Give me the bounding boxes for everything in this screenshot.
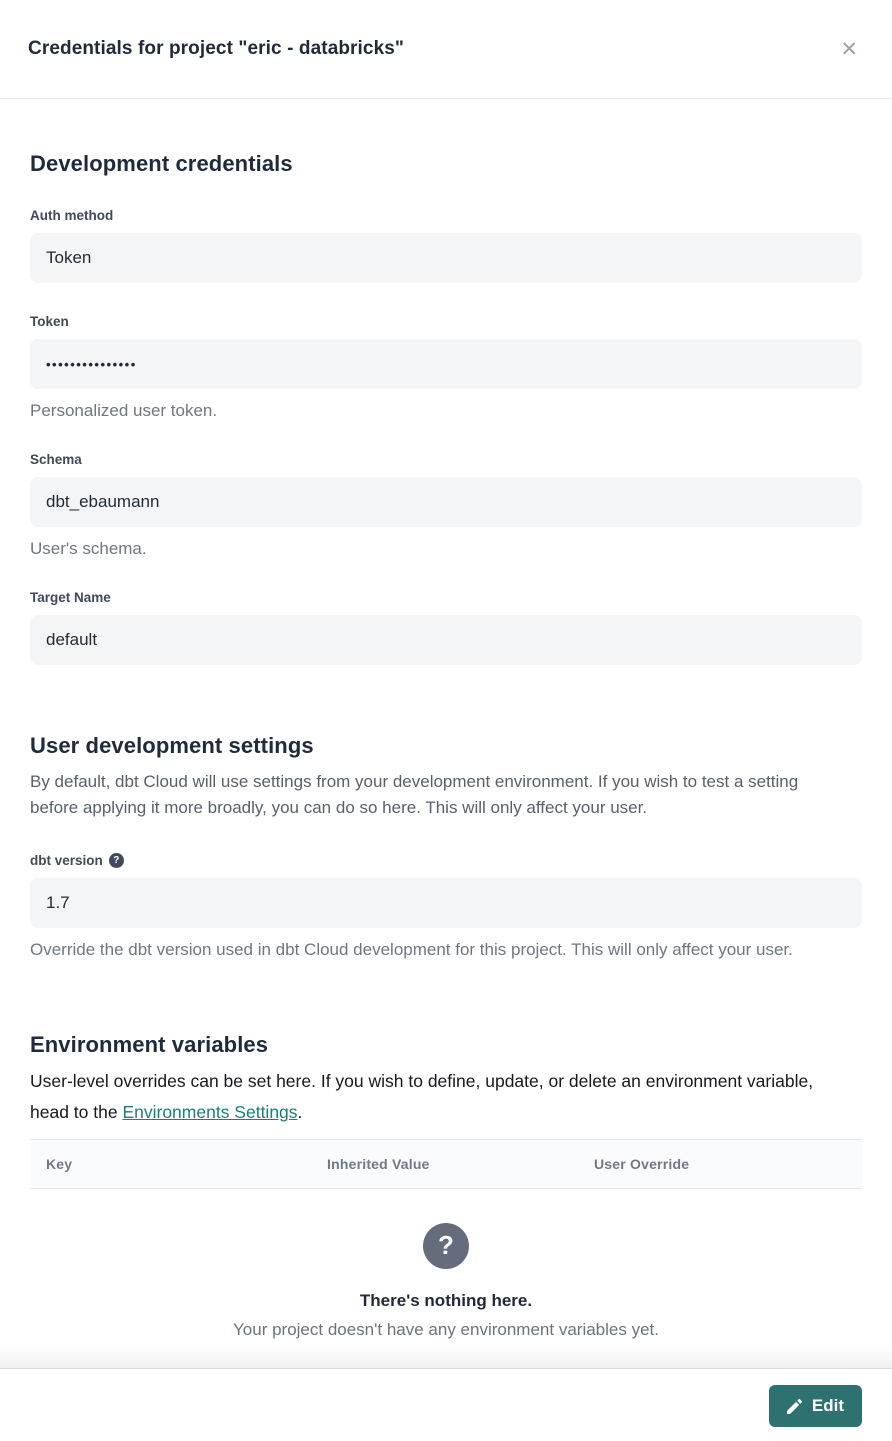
edit-button[interactable] [769, 1385, 862, 1427]
env-variables-empty-state [30, 1189, 862, 1340]
field-schema [30, 451, 862, 559]
user-development-settings-description: By default, dbt Cloud will use settings from your development environment. If you wish to test a setting before applying it more broadly, you can do so here. This will only affect your user. [30, 772, 799, 818]
token-input[interactable]: ••••••••••••••• [30, 339, 862, 389]
section-heading-development-credentials: Development credentials [30, 151, 293, 176]
dbt-version-label [30, 853, 124, 868]
edit-button-label: Edit [811, 1396, 844, 1415]
schema-helper-text: User's schema. [30, 539, 147, 558]
token-helper-text: Personalized user token. [30, 401, 218, 420]
field-target-name [30, 589, 862, 665]
environments-settings-link[interactable]: Environments Settings [122, 1102, 298, 1123]
section-heading-environment-variables: Environment variables [30, 1031, 269, 1057]
field-auth-method [30, 207, 862, 283]
field-dbt-version [30, 852, 862, 960]
section-heading-user-development-settings: User development settings [30, 733, 314, 758]
help-icon[interactable]: ? [109, 853, 124, 868]
environment-variables-description [30, 1066, 850, 1129]
modal-header [0, 0, 892, 99]
field-token [30, 313, 862, 421]
schema-label: Schema [30, 452, 82, 467]
column-header-user-override: User Override [594, 1155, 690, 1172]
target-name-label: Target Name [30, 590, 111, 605]
env-desc-after-link: . [297, 1102, 303, 1123]
column-header-inherited-value: Inherited Value [327, 1155, 430, 1172]
env-variables-table-header [30, 1139, 862, 1189]
modal-body [0, 151, 892, 1381]
question-mark-icon: ? [423, 1223, 469, 1269]
pencil-icon [787, 1399, 802, 1414]
modal-title: Credentials for project "eric - databricks" [28, 38, 405, 59]
close-icon[interactable]: ✕ [834, 35, 864, 64]
empty-state-title: There's nothing here. [359, 1290, 533, 1310]
token-label: Token [30, 314, 69, 329]
empty-state-subtitle: Your project doesn't have any environment variables yet. [233, 1319, 659, 1339]
schema-input[interactable]: dbt_ebaumann [30, 477, 862, 527]
auth-method-input[interactable]: Token [30, 233, 862, 283]
dbt-version-helper-text: Override the dbt version used in dbt Cloud development for this project. This will only affect your user. [30, 939, 793, 959]
dbt-version-input[interactable]: 1.7 [30, 878, 862, 928]
column-header-key: Key [46, 1155, 73, 1172]
target-name-input[interactable]: default [30, 615, 862, 665]
env-desc-before-link: User-level overrides can be set here. If you wish to define, update, or delete an environment variable, head to the [30, 1070, 814, 1123]
auth-method-label: Auth method [30, 208, 114, 223]
modal-footer [0, 1368, 892, 1441]
dbt-version-label-text: dbt version [30, 852, 103, 868]
